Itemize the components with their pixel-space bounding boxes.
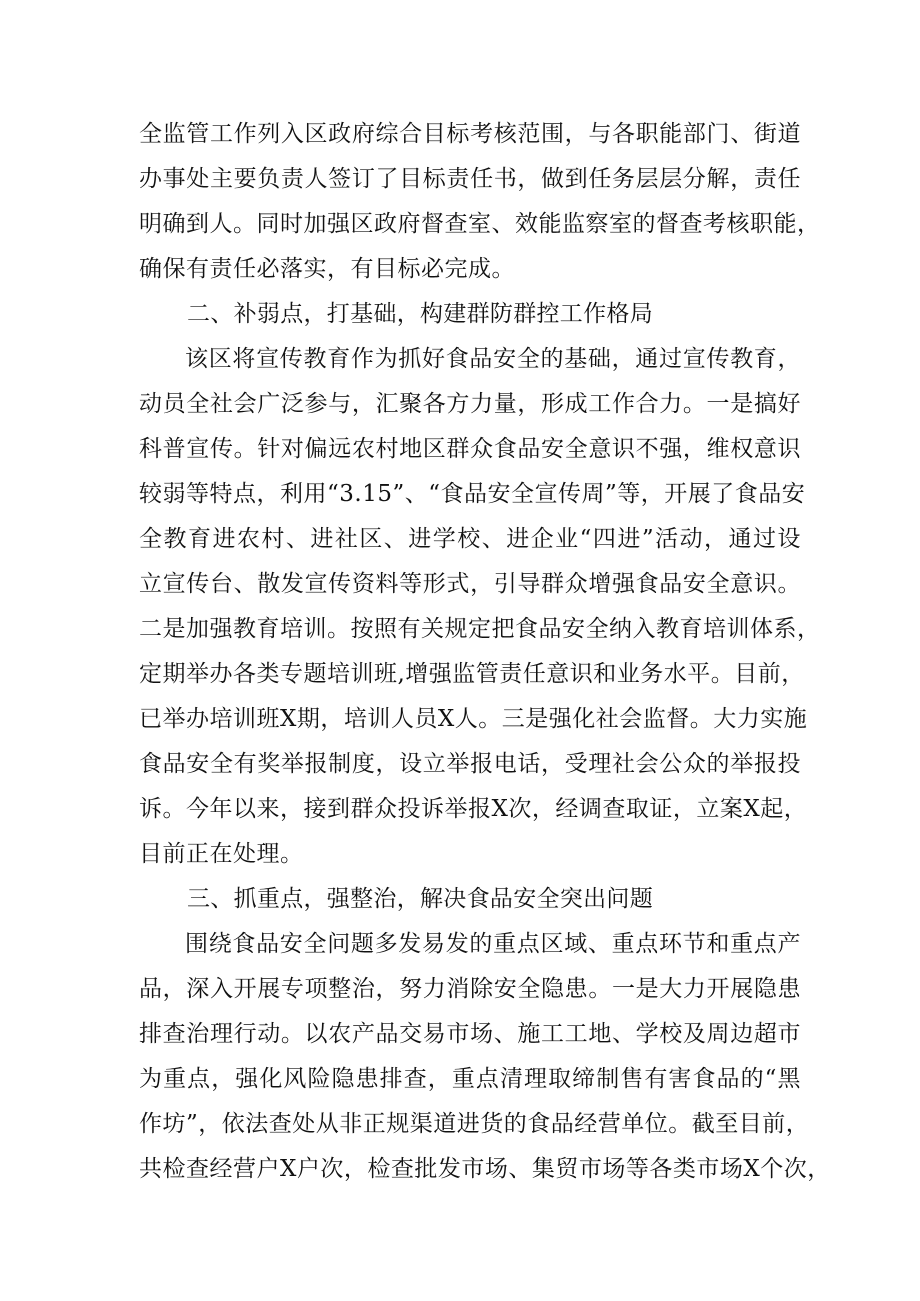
- text-line: 确保有责任必落实，有目标必完成。: [139, 256, 515, 282]
- text-line: 该区将宣传教育作为抓好食品安全的基础，通过宣传教育，: [185, 346, 801, 372]
- text-line: 办事处主要负责人签订了目标责任书，做到任务层层分解，责任: [139, 166, 801, 192]
- text-line: 全教育进农村、进社区、进学校、进企业“四进”活动，通过设: [139, 526, 801, 552]
- section-heading-3: 三、抓重点，强整治，解决食品安全突出问题: [187, 886, 653, 912]
- text-line: 立宣传台、散发宣传资料等形式，引导群众增强食品安全意识。: [139, 571, 801, 597]
- text-line: 二是加强教育培训。按照有关规定把食品安全纳入教育培训体系，: [139, 616, 821, 642]
- text-line: 定期举办各类专题培训班,增强监管责任意识和业务水平。目前，: [139, 661, 805, 687]
- text-line: 较弱等特点，利用“3.15”、“食品安全宣传周”等，开展了食品安: [139, 481, 806, 507]
- text-line: 动员全社会广泛参与，汇聚各方力量，形成工作合力。一是搞好: [139, 391, 801, 417]
- text-line: 共检查经营户X户次，检查批发市场、集贸市场等各类市场X个次，: [139, 1156, 831, 1182]
- text-line: 排查治理行动。以农产品交易市场、施工工地、学校及周边超市: [139, 1021, 801, 1047]
- section-heading-2: 二、补弱点，打基础，构建群防群控工作格局: [187, 301, 653, 327]
- text-line: 品，深入开展专项整治，努力消除安全隐患。一是大力开展隐患: [139, 976, 801, 1002]
- text-line: 明确到人。同时加强区政府督查室、效能监察室的督查考核职能，: [139, 211, 821, 237]
- text-line: 目前正在处理。: [139, 841, 304, 867]
- paragraph-1: [139, 112, 821, 292]
- text-line: 食品安全有奖举报制度，设立举报电话，受理社会公众的举报投: [139, 751, 801, 777]
- paragraph-3: [139, 922, 831, 1192]
- text-line: 已举办培训班X期，培训人员X人。三是强化社会监督。大力实施: [139, 706, 808, 732]
- paragraph-2: [139, 337, 821, 877]
- text-line: 围绕食品安全问题多发易发的重点区域、重点环节和重点产: [185, 931, 801, 957]
- text-line: 作坊”，依法查处从非正规渠道进货的食品经营单位。截至目前，: [139, 1111, 810, 1137]
- text-line: 科普宣传。针对偏远农村地区群众食品安全意识不强，维权意识: [139, 436, 801, 462]
- text-line: 诉。今年以来，接到群众投诉举报X次，经调查取证，立案X起，: [139, 796, 808, 822]
- text-line: 全监管工作列入区政府综合目标考核范围，与各职能部门、街道: [139, 121, 801, 147]
- document-body: [139, 112, 831, 1192]
- text-line: 为重点，强化风险隐患排查，重点清理取缔制售有害食品的“黑: [139, 1066, 801, 1092]
